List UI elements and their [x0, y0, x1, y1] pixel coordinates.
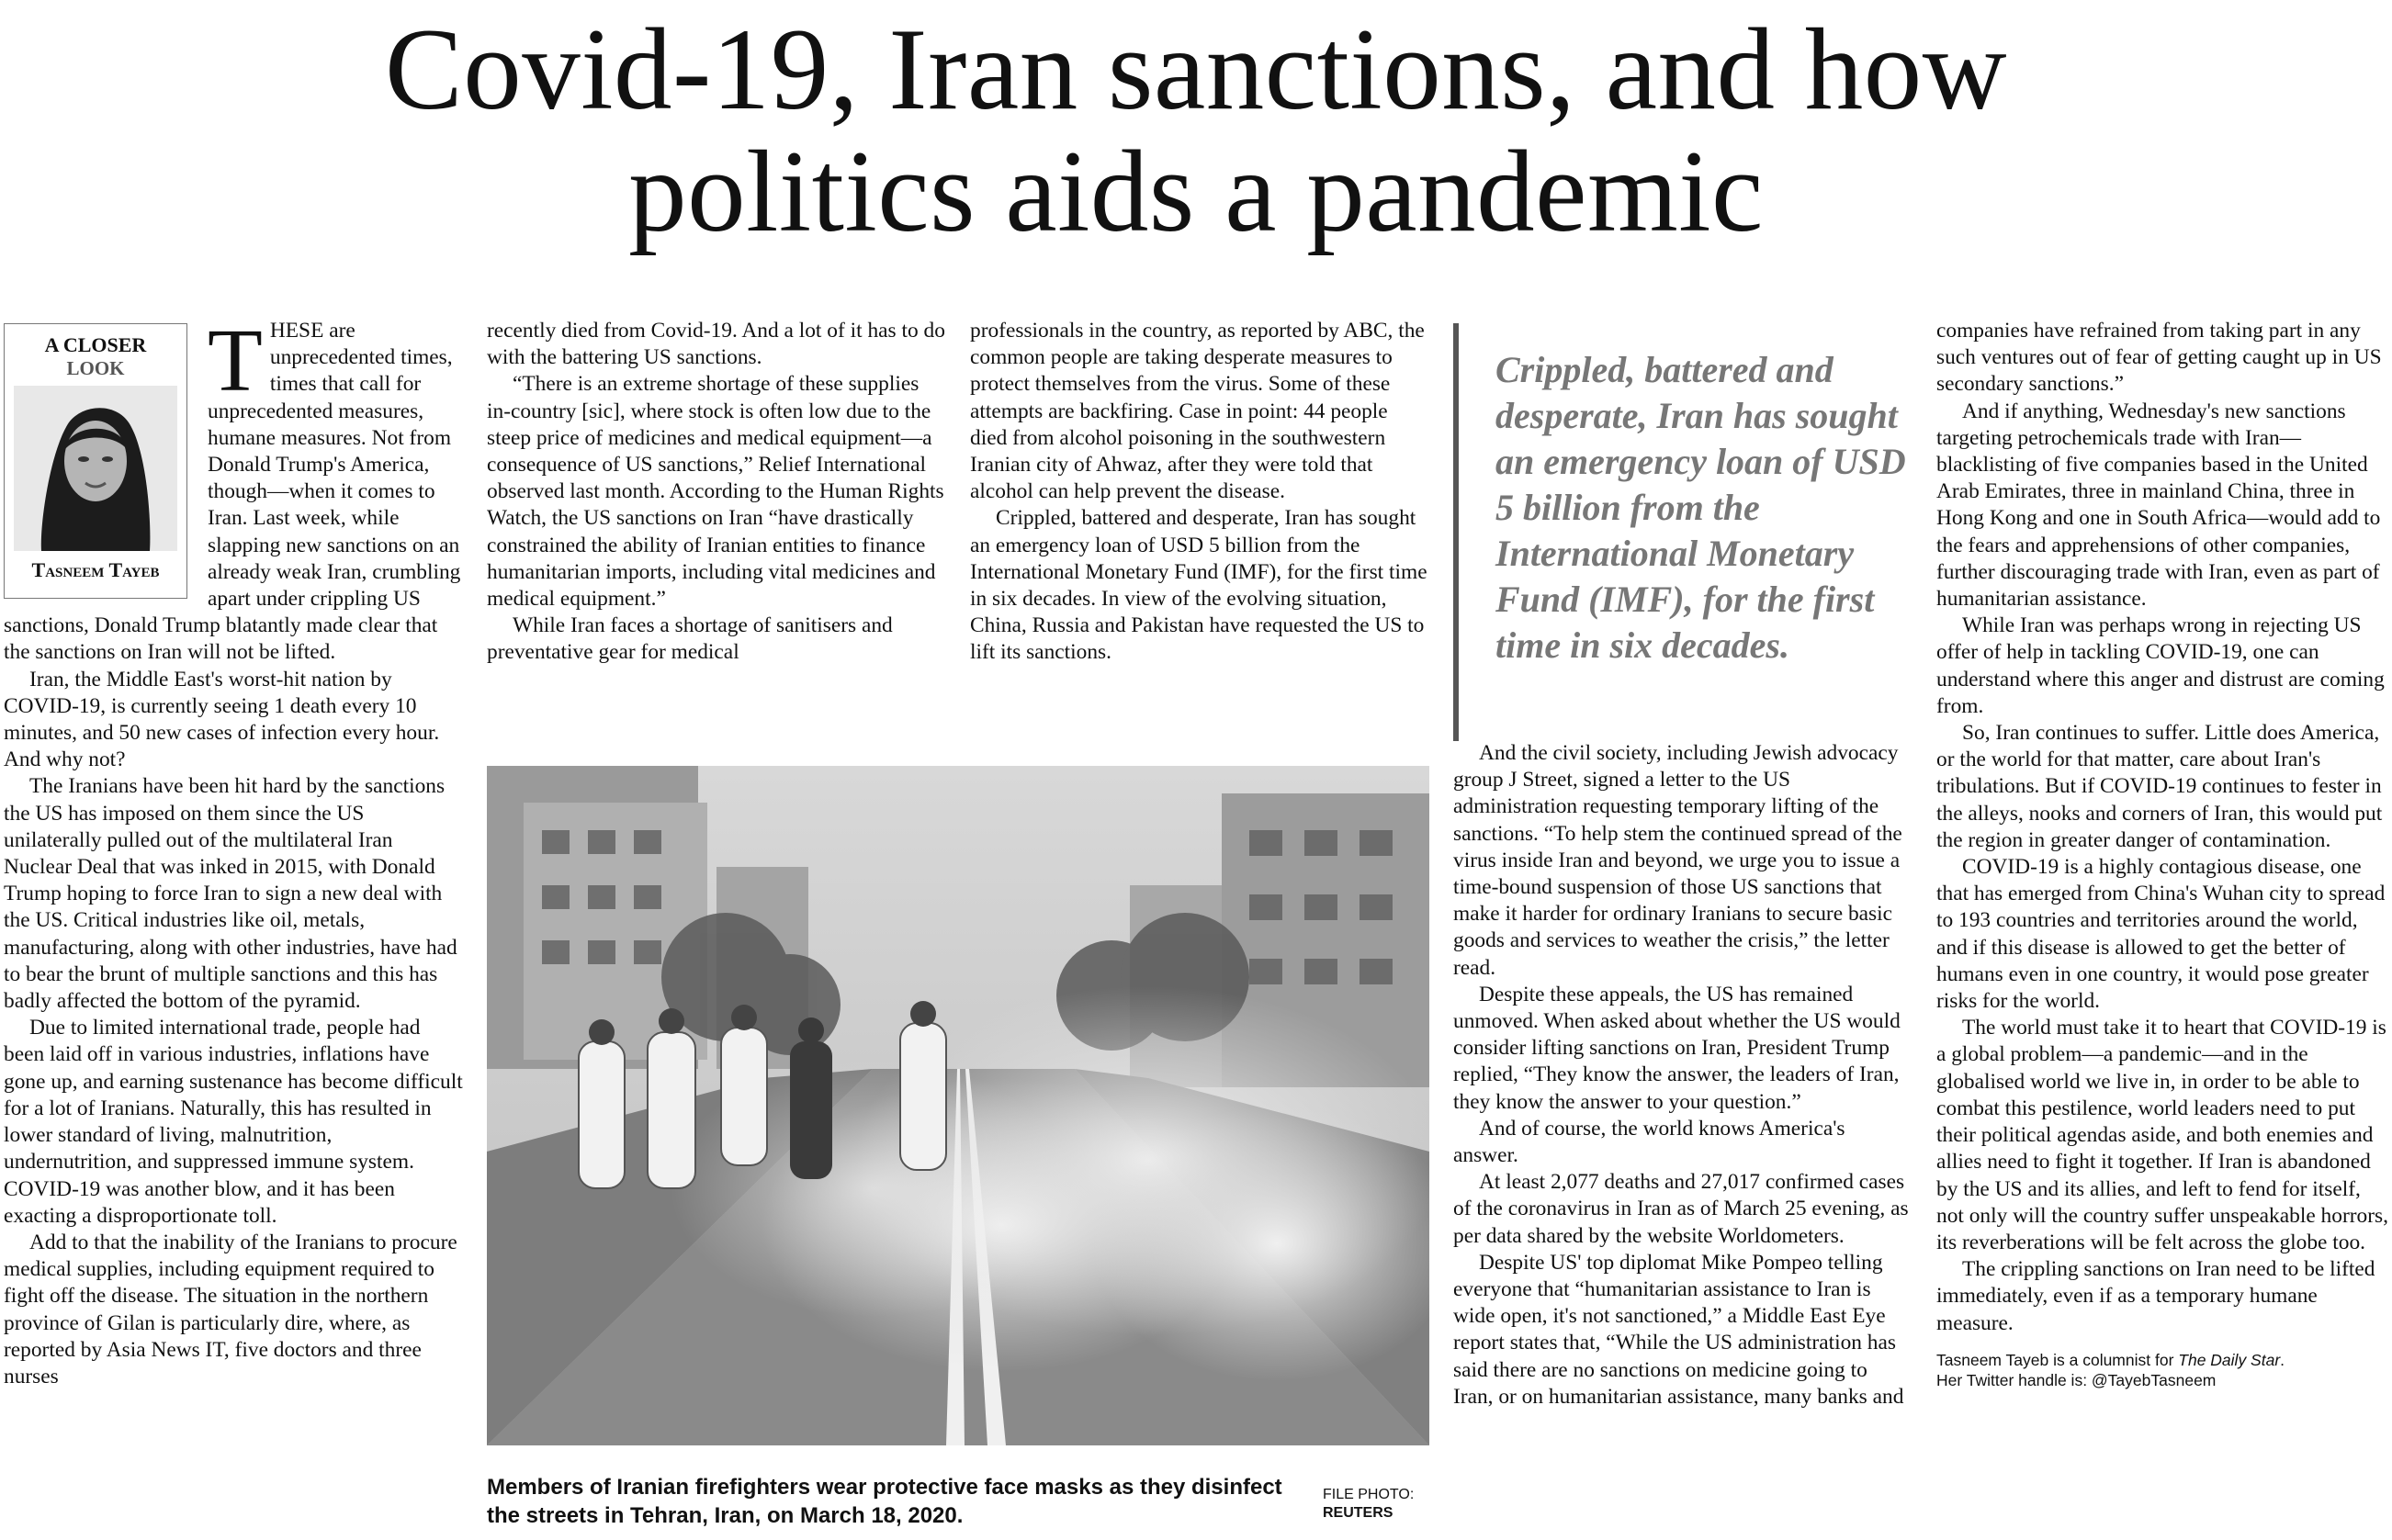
- article-paragraph: Add to that the inability of the Iranians to procure medical supplies, including equipment required to fight off the disease. The situation in the northern province of Gilan is particularly dire, where, as reported by Asia News IT, five doctors and three nurses: [4, 1230, 457, 1388]
- pull-quote: Crippled, battered and desperate, Iran has sought an emergency loan of USD 5 billion from the International Monetary Fund (IMF), for the first time in six decades.: [1453, 323, 1912, 741]
- photo-credit: [1323, 1486, 1433, 1523]
- article-column-4: [1453, 740, 1912, 1411]
- article-paragraph: While Iran faces a shortage of sanitisers and preventative gear for medical: [487, 613, 893, 665]
- column-kicker-look: LOOK: [66, 357, 125, 379]
- article-paragraph-1: HESE are unprecedented times, times that call for unprecedented measures, humane measures. Not from Donald Trump's America, though—when it comes to Iran. Last week, while slapping new sanctions on an already weak Iran, crumbling apart under crippling US sanctions, Donald Trump blatantly made clear that the sanctions on Iran will not be lifted.: [4, 319, 461, 665]
- article-paragraph: Crippled, battered and desperate, Iran has sought an emergency loan of USD 5 billion from the International Monetary Fund (IMF), for the first time in six decades. In view of the evolving situation, China, Russia and Pakistan have requested the US to lift its sanctions.: [970, 506, 1427, 665]
- article-paragraph: Iran, the Middle East's worst-hit nation by COVID-19, is currently seeing 1 death every 10 minutes, and 50 new cases of infection every hour. And why not?: [4, 667, 440, 772]
- photo-caption: Members of Iranian firefighters wear protective face masks as they disinfect the streets in Tehran, Iran, on March 18, 2020.: [487, 1475, 1282, 1528]
- author-name: Tasneem Tayeb: [31, 558, 160, 581]
- author-photo: [14, 386, 177, 551]
- article-column-1: [4, 311, 463, 1390]
- author-bio: [1936, 1350, 2392, 1390]
- article-paragraph: And the civil society, including Jewish advocacy group J Street, signed a letter to the US administration requesting temporary lifting of the sanctions. “To help stem the continued spread of the virus inside Iran and beyond, we urge you to issue a time-bound suspension of those US sanctions that make it harder for ordinary Iranians to secure basic goods and services to weather the crisis,” the letter read.: [1453, 741, 1902, 980]
- drop-cap: T: [208, 311, 263, 410]
- article-paragraph: And if anything, Wednesday's new sanctions targeting petrochemicals trade with Iran—blacklisting of five companies based in the United Arab Emirates, three in mainland China, three in Hong Kong and one in South Africa—would add to the fears and apprehensions of other companies, further discouraging trade with Iran, even as part of humanitarian assistance.: [1936, 399, 2381, 612]
- street-disinfection-photo: [487, 766, 1429, 1445]
- article-paragraph: “There is an extreme shortage of these supplies in-country [sic], where stock is often low due to the steep price of medicines and medical equipment—a consequence of US sanctions,” Relief International observed last month. According to the Human Rights Watch, the US sanctions on Iran “have drastically constrained the ability of Iranian entities to finance humanitarian imports, including vital medicines and medical equipment.”: [487, 372, 944, 612]
- photo-credit-source: REUTERS: [1323, 1505, 1393, 1521]
- author-bio-line-1: Tasneem Tayeb is a columnist for The Daily Star.: [1936, 1350, 2285, 1369]
- article-paragraph: The world must take it to heart that COVID-19 is a global problem—a pandemic—and in the globalised world we live in, in order to be able to combat this pestilence, world leaders need to put their political agendas aside, and both enemies and allies need to fight it together. If Iran is abandoned by the US and its allies, and left to fend for itself, not only will the country suffer unspeakable horrors, its reverberations will be felt across the globe too.: [1936, 1016, 2388, 1254]
- news-photo: [487, 766, 1429, 1445]
- article-paragraph: And of course, the world knows America's answer.: [1453, 1116, 1845, 1168]
- article-paragraph: The Iranians have been hit hard by the sanctions the US has imposed on them since the US unilaterally pulled out of the multilateral Iran Nuclear Deal that was inked in 2015, with Donald Trump hoping to force Iran to sign a new deal with the US. Critical industries like oil, metals, manufacturing, along with other industries, have had to bear the brunt of multiple sanctions and this has badly affected the bottom of the pyramid.: [4, 774, 457, 1014]
- article-column-3: [970, 318, 1429, 667]
- author-twitter: Her Twitter handle is: @TayebTasneem: [1936, 1370, 2217, 1389]
- publication-name: The Daily Star: [2178, 1350, 2281, 1369]
- article-paragraph: companies have refrained from taking part in any such ventures out of fear of getting caught up in US secondary sanctions.”: [1936, 319, 2382, 397]
- article-paragraph: While Iran was perhaps wrong in rejecting US offer of help in tackling COVID-19, one can understand where this anger and distrust are coming from.: [1936, 613, 2385, 718]
- article-column-2: [487, 318, 946, 667]
- photo-credit-label: FILE PHOTO:: [1323, 1487, 1415, 1502]
- column-kicker: A CLOSER: [44, 333, 147, 356]
- article-paragraph: COVID-19 is a highly contagious disease, one that has emerged from China's Wuhan city to spread to 193 countries and territories around the world, and if this disease is allowed to get the better of humans even in one country, it would pose greater risks for the world.: [1936, 855, 2386, 1014]
- article-paragraph: recently died from Covid-19. And a lot of it has to do with the battering US sanctions.: [487, 319, 945, 370]
- headline: [0, 6, 2392, 256]
- article-paragraph: So, Iran continues to suffer. Little does America, or the world for that matter, care about Iran's tribulations. But if COVID-19 continues to fester in the alleys, nooks and corners of Iran, this would put the region in greater danger of contamination.: [1936, 721, 2383, 852]
- headline-line-2: politics aids a pandemic: [628, 128, 1764, 256]
- headline-line-1: Covid-19, Iran sanctions, and how: [385, 6, 2007, 134]
- columnist-box: [4, 323, 187, 599]
- article-paragraph: At least 2,077 deaths and 27,017 confirmed cases of the coronavirus in Iran as of March 25 evening, as per data shared by the website Worldometers.: [1453, 1170, 1909, 1248]
- article-paragraph: Despite US' top diplomat Mike Pompeo telling everyone that “humanitarian assistance to Iran is wide open, it's not sanctioned,” a Middle East Eye report states that, “While the US administration has said there are no sanctions on medicine going to Iran, or on humanitarian assistance, many banks and: [1453, 1250, 1904, 1409]
- article-paragraph: Despite these appeals, the US has remained unmoved. When asked about whether the US would consider lifting sanctions on Iran, President Trump replied, “They know the answer, the leaders of Iran, they know the answer to your question.”: [1453, 982, 1901, 1114]
- article-paragraph: professionals in the country, as reported by ABC, the common people are taking desperate measures to protect themselves from the virus. Some of these attempts are backfiring. Case in point: 44 people died from alcohol poisoning in the southwestern Iranian city of Ahwaz, after they were told that alcohol can help prevent the disease.: [970, 319, 1425, 504]
- article-paragraph: The crippling sanctions on Iran need to be lifted immediately, even if as a temporary humane measure.: [1936, 1257, 2375, 1335]
- article-column-5: [1936, 318, 2392, 1390]
- article-paragraph: Due to limited international trade, people had been laid off in various industries, inflations have gone up, and earning sustenance has become difficult for a lot of Iranians. Naturally, this has resulted in lower standard of living, malnutrition, undernutrition, and suppressed immune system. COVID-19 was another blow, and it has been exacting a disproportionate toll.: [4, 1016, 463, 1228]
